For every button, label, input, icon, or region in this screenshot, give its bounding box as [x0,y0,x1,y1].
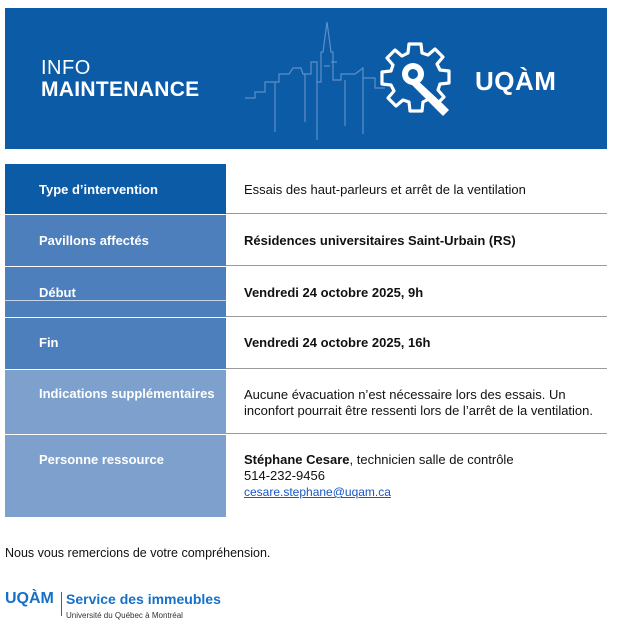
footer-divider [61,592,62,616]
row-value-contact [226,435,607,517]
contact-name: Stéphane Cesare [244,452,350,467]
gear-wrench-icon [375,40,455,120]
table-row [5,164,607,214]
footer-university-name: Université du Québec à Montréal [66,611,183,620]
info-maintenance-banner [5,8,607,149]
table-row [5,435,607,517]
contact-email-link[interactable]: cesare.stephane@uqam.ca [244,485,391,499]
banner-title-maintenance: MAINTENANCE [41,78,200,101]
row-label-indications: Indications supplémentaires [5,370,226,434]
row-label-pavillons: Pavillons affectés [5,215,226,266]
contact-phone: 514-232-9456 [244,468,325,483]
contact-role: , technicien salle de contrôle [349,452,514,467]
row-label-contact: Personne ressource [5,435,226,517]
table-row [5,215,607,266]
banner-title-info: INFO [41,57,91,79]
row-label-fin: Fin [5,318,226,369]
maintenance-details-table [5,164,607,517]
row-value-pavillons: Résidences universitaires Saint-Urbain (RS) [226,215,607,266]
table-row [5,370,607,434]
table-row [5,318,607,369]
footer-uqam-logo: UQÀM [5,590,54,607]
row-value-debut: Vendredi 24 octobre 2025, 9h [226,267,607,317]
city-skyline-illustration [245,22,385,142]
row-value-fin: Vendredi 24 octobre 2025, 16h [226,318,607,369]
divider [5,300,226,301]
thanks-message: Nous vous remercions de votre compréhension. [5,546,271,560]
row-value-indications: Aucune évacuation n’est nécessaire lors des essais. Un inconfort pourrait être ressenti lors de l’arrêt de la ventilation. [226,370,607,434]
row-label-type: Type d’intervention [5,164,226,214]
row-value-type: Essais des haut-parleurs et arrêt de la ventilation [226,164,607,214]
table-row [5,267,607,317]
row-label-debut: Début [5,267,226,317]
uqam-logo: UQÀM [475,66,557,96]
footer-service-name: Service des immeubles [66,591,221,607]
